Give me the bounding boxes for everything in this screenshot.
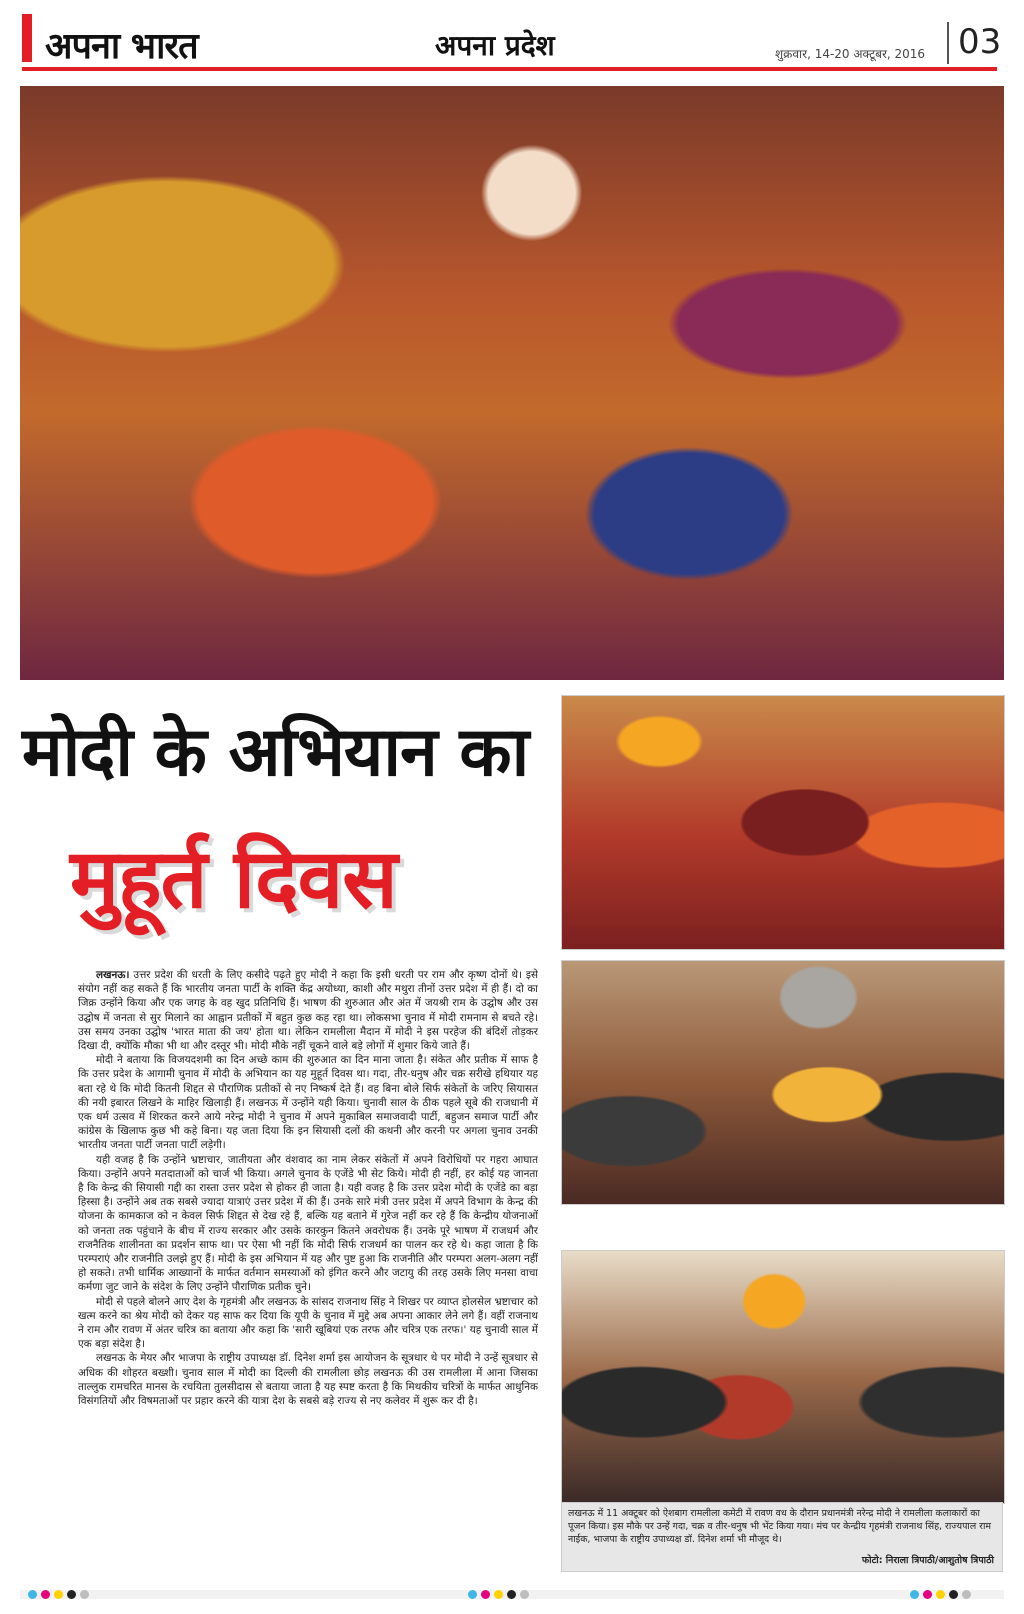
- article-body: [78, 968, 538, 1546]
- registration-dot: [80, 1590, 89, 1599]
- page-number-divider: [947, 22, 949, 64]
- headline-line-2: मुहूर्त दिवस: [70, 832, 397, 927]
- registration-dot: [28, 1590, 37, 1599]
- issue-date: शुक्रवार, 14-20 अक्टूबर, 2016: [775, 47, 926, 61]
- article-paragraph: मोदी ने बताया कि विजयदशमी का दिन अच्छे काम की शुरुआत का दिन माना जाता है। संकेत और प्रतीक में साफ है कि उत्तर प्रदेश के आगामी चुनाव में मोदी के अभियान का यह मुहूर्त दिवस था। गदा, तीर-धनुष और चक्र सरीखे हथियार यह बता रहे थे कि मोदी कितनी शिद्दत से पौराणिक प्रतीकों से नए निष्कर्ष देते हैं। वह बिना बोले सिर्फ संकेतों के जरिए सियासत की नयी इबारत लिखने के माहिर खिलाड़ी हैं। लखनऊ में उन्होंने यही किया। चुनावी साल के ठीक पहले सूबे की राजधानी में एक धर्म उत्सव में शिरकत करने आये नरेन्द्र मोदी ने चुनाव में अपने मुकाबिल समाजवादी पार्टी, बहुजन समाज पार्टी और कांग्रेस के खिलाफ कुछ भी कहे बिना। यह जता दिया कि इन सियासी दलों की कथनी और करनी पर अगला चुनाव उनकी भारतीय जनता पार्टी जनता पार्टी लड़ेगी।: [78, 1054, 538, 1152]
- article-paragraph: लखनऊ। उत्तर प्रदेश की धरती के लिए कसीदे पढ़ते हुए मोदी ने कहा कि इसी धरती पर राम और कृष्ण दोनों थे। इसे संयोग नहीं कह सकते हैं कि भारतीय जनता पार्टी के शक्ति केंद्र अयोध्या, काशी और मथुरा तीनों उत्तर प्रदेश में ही हैं। दो का जिक्र उन्होंने किया और एक जगह के वह खुद प्रतिनिधि हैं। भाषण की शुरुआत और अंत में जयश्री राम के उद्घोष और उस उद्घोष में जनता से सुर मिलाने का आह्वान प्रतीकों में बहुत कुछ कह रहा था। लोकसभा चुनाव में मोदी रामनाम से बचते रहे। उस समय उनका उद्घोष 'भारत माता की जय' होता था। लेकिन रामलीला मैदान में मोदी ने इस परहेज की बंदिशें तोड़कर दिखा दी, क्योंकि मौका भी था और दस्तूर भी। मोदी मौके नहीं चूकने वाले बड़े लोगों में शुमार किये जाते हैं।: [78, 969, 538, 1053]
- registration-dot: [507, 1590, 516, 1599]
- photo-modi-receives-bow: [561, 695, 1005, 950]
- ramlila-artists-group-photo: [20, 86, 1004, 680]
- registration-dot: [520, 1590, 529, 1599]
- photo-modi-holds-mace: [561, 1250, 1005, 1504]
- article-paragraph: यही वजह है कि उन्होंने भ्रष्टाचार, जातीयता और वंशवाद का नाम लेकर संकेतों में अपने विरोधियों पर गहरा आघात किया। उन्होंने अपने मतदाताओं को चार्ज भी किया। अगले चुनाव के एजेंडे भी सेट किये। मोदी ही नहीं, हर कोई यह जानता है कि केन्द्र की सियासी गद्दी का रास्ता उत्तर प्रदेश से होकर ही जाता है। यही वजह है कि उत्तर प्रदेश मोदी के एजेंडे का बड़ा हिस्सा है। उन्होंने अब तक सबसे ज्यादा यात्राएं उत्तर प्रदेश में की हैं। उनके सारे मंत्री उत्तर प्रदेश में अपने विभाग के केन्द्र की योजना के कामकाज को न केवल सिर्फ शिद्दत से देख रहे हैं, बल्कि यह बताने में गुरेज नहीं कर रहे हैं कि केन्द्रीय योजनाओं को जनता तक पहुंचाने के बीच में राज्य सरकार और उसके कारकुन कितने अवरोधक हैं। उनके पूरे भाषण में राजधर्म और राजनैतिक शालीनता का प्रदर्शन साफ था। पर ऐसा भी नहीं कि मोदी सिर्फ राजधर्म का पालन कर रहे थे। कहा जाता है कि परम्पराएं और राजनीति उलझे हुए हैं। मोदी के इस अभियान में यह और पुष्ट हुआ कि राजनीति और परम्परा अलग-अलग नहीं हो सकते। तभी धार्मिक आख्यानों के मार्फत वर्तमान समस्याओं को इंगित करने और जटायु की तरह उसके लिए मनसा वाचा कर्मणा जुट जाने के संदेश के लिए उन्होंने पौराणिक प्रतीक चुने।: [78, 1153, 538, 1294]
- article-paragraph: मोदी से पहले बोलने आए देश के गृहमंत्री और लखनऊ के सांसद राजनाथ सिंह ने शिखर पर व्याप्त होलसेल भ्रष्टाचार को खत्म करने का श्रेय मोदी को देकर यह साफ कर दिया कि यूपी के चुनाव में मुद्दे अब अपना आकार लेने लगे हैं। वहीं राजनाथ ने राम और रावण में अंतर चरित्र का बताया और कहा कि 'सारी खूबियां एक तरफ और चरित्र एक तरफ।' यह चुनावी साल में एक बड़ा संदेश है।: [78, 1295, 538, 1351]
- registration-dot: [936, 1590, 945, 1599]
- registration-dot: [481, 1590, 490, 1599]
- registration-dot: [923, 1590, 932, 1599]
- registration-dot: [962, 1590, 971, 1599]
- registration-dot: [41, 1590, 50, 1599]
- photo-credit: फोटो: निराला त्रिपाठी/आशुतोष त्रिपाठी: [861, 1555, 994, 1566]
- photo-modi-raises-mace: [561, 960, 1005, 1205]
- article-dateline: लखनऊ।: [96, 969, 130, 981]
- page-number: 03: [958, 22, 1002, 62]
- registration-dot: [468, 1590, 477, 1599]
- section-title: अपना प्रदेश: [435, 29, 555, 62]
- registration-dot: [910, 1590, 919, 1599]
- headline-line-1: मोदी के अभियान का: [22, 713, 529, 792]
- registration-dot: [54, 1590, 63, 1599]
- masthead-accent-bar: [22, 14, 32, 62]
- registration-dot: [494, 1590, 503, 1599]
- caption-text: लखनऊ में 11 अक्टूबर को ऐशबाग रामलीला कमेटी में रावण वध के दौरान प्रधानमंत्री नरेन्द्र मोदी ने रामलीला कलाकारों का पूजन किया। इस मौके पर उन्हें गदा, चक्र व तीर-धनुष भी भेंट किया गया। मंच पर केन्द्रीय गृहमंत्री राजनाथ सिंह, राज्यपाल राम नाईक, भाजपा के राष्ट्रीय उपाध्यक्ष डॉ. दिनेश शर्मा भी मौजूद थे।: [568, 1508, 992, 1545]
- article-paragraph: लखनऊ के मेयर और भाजपा के राष्ट्रीय उपाध्यक्ष डॉ. दिनेश शर्मा इस आयोजन के सूत्रधार थे पर मोदी ने उन्हें सूत्रधार से अधिक की शोहरत बख्शी। चुनाव साल में मोदी का दिल्ली की रामलीला छोड़ लखनऊ की उस रामलीला में आना जिसका ताल्लुक रामचरित मानस के रचयिता तुलसीदास से बताया जाता है यह स्पष्ट करता है कि मिथकीय चरित्रों के मार्फत आधुनिक विसंगतियों और विषमताओं पर प्रहार करने की यात्रा देश के सबसे बड़े राज्य से नए कलेवर में शुरू कर दी है।: [78, 1352, 538, 1408]
- masthead-brand: अपना भारत: [45, 26, 198, 67]
- registration-dot: [67, 1590, 76, 1599]
- masthead-rule: [22, 67, 997, 71]
- photo-caption: [561, 1502, 1003, 1572]
- registration-dot: [949, 1590, 958, 1599]
